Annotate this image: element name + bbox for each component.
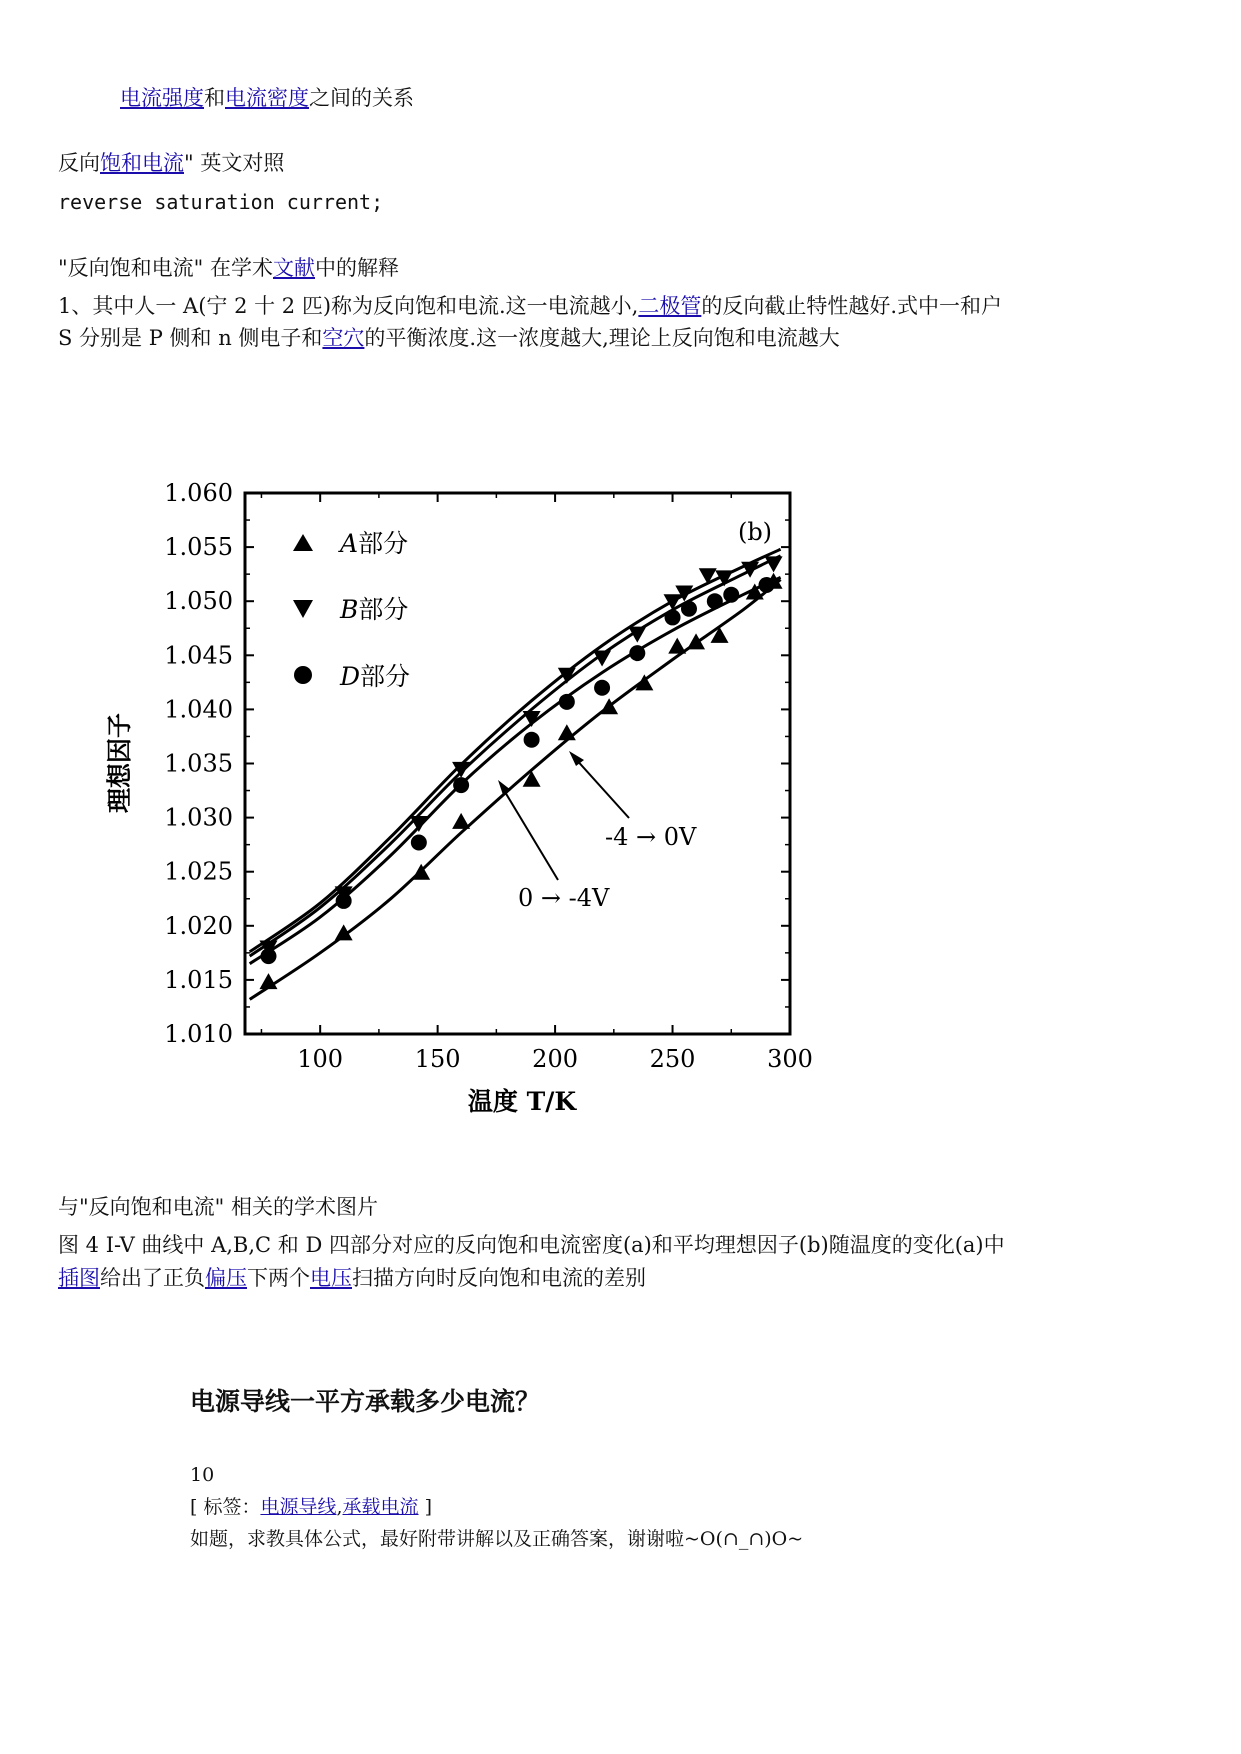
link-literature[interactable]: 文献 xyxy=(273,256,315,280)
data-point-triangle-up xyxy=(259,973,277,989)
annotation-minus4-to-0: -4 → 0V xyxy=(605,823,697,851)
y-tick-label: 1.030 xyxy=(164,803,233,832)
data-point-circle xyxy=(594,680,610,696)
tag-power-wire[interactable]: 电源导线 xyxy=(260,1496,337,1518)
x-axis-label: 温度 T/K xyxy=(467,1087,577,1116)
legend-entry-b: B部分 xyxy=(340,595,409,624)
y-tick-label: 1.010 xyxy=(164,1020,233,1048)
y-tick-label: 1.060 xyxy=(164,479,233,507)
tag-carrying-current[interactable]: 承载电流 xyxy=(342,1496,419,1518)
data-point-triangle-up xyxy=(668,638,686,654)
tags-prefix: [ 标签： xyxy=(190,1496,261,1518)
y-tick-labels xyxy=(164,479,233,1048)
annotation-0-to-minus4: 0 → -4V xyxy=(518,884,610,912)
tags-separator: , xyxy=(336,1496,343,1518)
link-saturation-current[interactable]: 饱和电流 xyxy=(100,151,184,175)
academic-header xyxy=(58,252,399,285)
legend xyxy=(293,529,410,691)
term-header xyxy=(58,147,284,180)
y-tick-label: 1.025 xyxy=(164,857,233,886)
caption-text-1: 给出了正负 xyxy=(100,1266,205,1290)
question-body: 如题，求教具体公式，最好附带讲解以及正确答案，谢谢啦~O(∩_∩)O~ xyxy=(190,1528,804,1550)
explanation-line-1-pre: 1、其中人一 A(宁 2 十 2 匹)称为反向饱和电流.这一电流越小, xyxy=(58,294,639,318)
caption-line-1: 图 4 I-V 曲线中 A,B,C 和 D 四部分对应的反向饱和电流密度(a)和平均理想因子(b)随温度的变化(a)中 xyxy=(58,1233,1005,1257)
link-hole[interactable]: 空穴 xyxy=(322,326,365,350)
question-tags xyxy=(190,1492,432,1522)
y-tick-label: 1.045 xyxy=(164,641,233,670)
legend-entry-d: D部分 xyxy=(340,662,411,691)
term-header-post: " 英文对照 xyxy=(184,151,285,175)
arrow-line-lower xyxy=(502,787,558,880)
arrow-head-upper xyxy=(569,751,584,766)
x-tick-label: 300 xyxy=(767,1045,813,1073)
fit-curve xyxy=(250,577,781,963)
data-point-circle xyxy=(759,577,775,593)
tags-suffix: ] xyxy=(418,1496,432,1518)
link-current-strength[interactable]: 电流强度 xyxy=(120,86,204,110)
explanation-line-1 xyxy=(58,290,1002,323)
english-translation: reverse saturation current; xyxy=(58,190,384,214)
legend-entry-a: A部分 xyxy=(340,529,409,558)
link-diode[interactable]: 二极管 xyxy=(638,294,702,318)
caption-text-2: 下两个 xyxy=(247,1266,310,1290)
y-tick-label: 1.035 xyxy=(164,749,233,778)
fit-curve xyxy=(250,549,781,952)
link-current-density[interactable]: 电流密度 xyxy=(225,86,309,110)
caption-text-3: 扫描方向时反向饱和电流的差别 xyxy=(352,1266,646,1290)
legend-marker-circle xyxy=(294,666,312,684)
data-point-circle xyxy=(723,587,739,603)
y-tick-label: 1.050 xyxy=(164,587,233,616)
data-point-triangle-up xyxy=(687,633,705,649)
question-count: 10 xyxy=(190,1464,215,1486)
figure-header: 与"反向饱和电流" 相关的学术图片 xyxy=(58,1195,378,1219)
data-point-circle xyxy=(524,732,540,748)
question-title: 电源导线一平方承载多少电流？ xyxy=(190,1387,541,1416)
data-point-triangle-up xyxy=(523,771,541,787)
data-point-circle xyxy=(707,593,723,609)
data-point-circle xyxy=(665,609,681,625)
y-tick-label: 1.055 xyxy=(164,533,233,562)
data-point-triangle-down xyxy=(765,556,783,572)
explanation-line-1-post: 的反向截止特性越好.式中一和户 xyxy=(701,294,1003,318)
y-axis-label: 理想因子 xyxy=(105,712,134,814)
data-point-circle xyxy=(559,694,575,710)
legend-marker-triangle-down xyxy=(293,600,313,618)
arrow-line-upper xyxy=(574,757,629,818)
link-voltage[interactable]: 电压 xyxy=(310,1266,352,1290)
related-tail: 之间的关系 xyxy=(309,86,414,110)
caption-line-2 xyxy=(58,1262,646,1295)
x-tick-label: 250 xyxy=(649,1045,696,1073)
explanation-line-2-post: 的平衡浓度.这一浓度越大,理论上反向饱和电流越大 xyxy=(364,326,840,350)
academic-header-pre: "反向饱和电流" 在学术 xyxy=(58,256,273,280)
data-point-triangle-up xyxy=(558,724,576,740)
data-point-circle xyxy=(260,948,276,964)
y-tick-label: 1.020 xyxy=(164,911,233,940)
data-point-circle xyxy=(681,601,697,617)
related-mid: 和 xyxy=(204,86,225,110)
explanation-line-2 xyxy=(58,322,840,355)
y-tick-label: 1.015 xyxy=(164,965,233,994)
explanation-line-2-pre: S 分别是 P 侧和 n 侧电子和 xyxy=(58,326,323,350)
link-inset[interactable]: 插图 xyxy=(58,1266,100,1290)
related-line xyxy=(120,82,414,115)
y-tick-label: 1.040 xyxy=(164,695,233,724)
data-point-circle xyxy=(453,777,469,793)
arrow-head-lower xyxy=(498,780,511,795)
legend-marker-triangle-up xyxy=(293,534,313,551)
x-tick-label: 100 xyxy=(297,1045,344,1073)
x-tick-labels xyxy=(297,1045,813,1073)
data-point-triangle-up xyxy=(452,813,470,829)
academic-header-post: 中的解释 xyxy=(315,256,399,280)
data-point-circle xyxy=(629,645,645,661)
x-tick-label: 200 xyxy=(532,1045,578,1073)
term-header-pre: 反向 xyxy=(58,151,100,175)
link-bias[interactable]: 偏压 xyxy=(205,1266,247,1290)
data-point-circle xyxy=(336,893,352,909)
fit-curves xyxy=(250,549,781,999)
x-tick-label: 150 xyxy=(414,1045,461,1073)
data-point-circle xyxy=(411,834,427,850)
data-markers xyxy=(259,556,782,989)
panel-label: (b) xyxy=(737,518,773,546)
ideality-factor-chart xyxy=(95,470,815,1130)
data-point-triangle-down xyxy=(410,816,428,832)
